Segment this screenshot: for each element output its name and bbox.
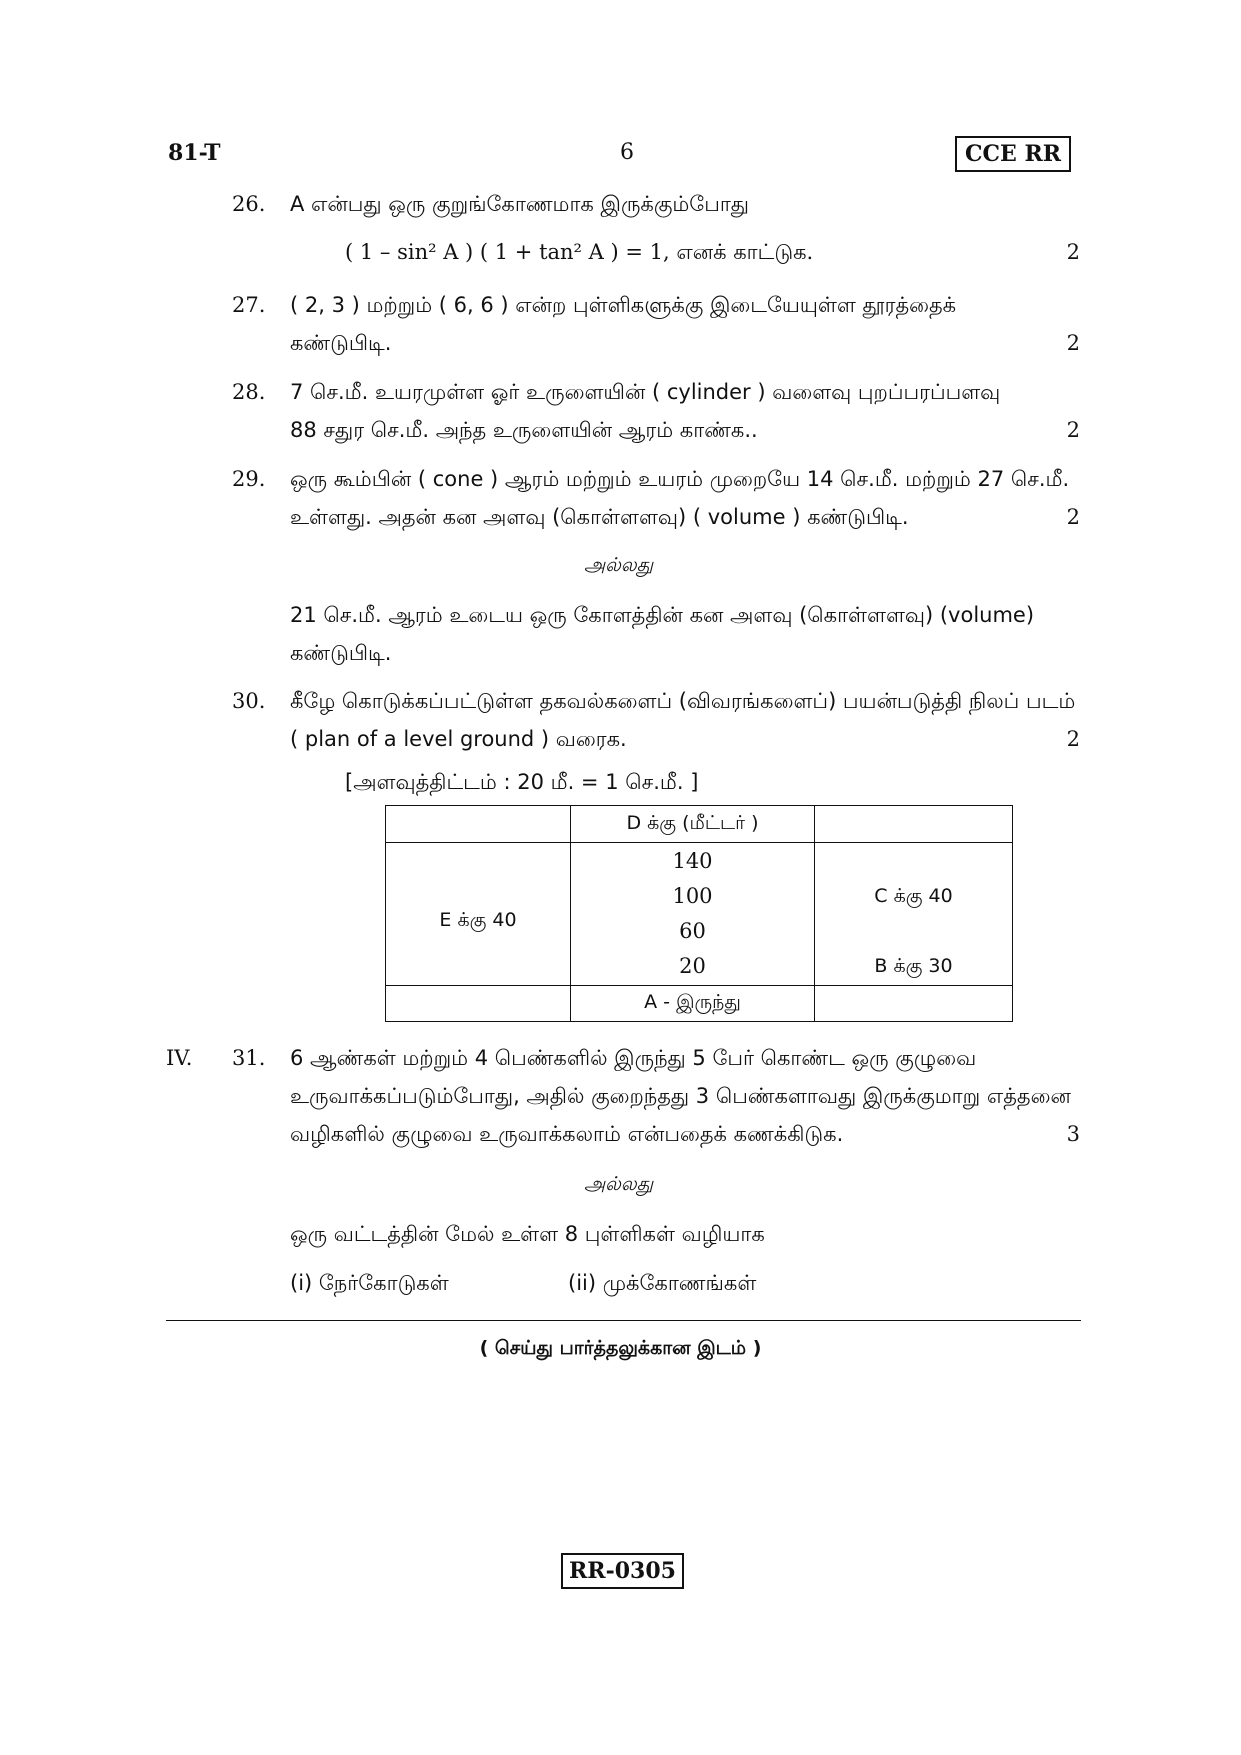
- q26-equation: ( 1 – sin² A ) ( 1 + tan² A ) = 1, எனக் காட்டுக.: [345, 240, 814, 264]
- q31-number: 31.: [232, 1046, 266, 1070]
- q31-line2: உருவாக்கப்படும்போது, அதில் குறைந்தது 3 பெண்களாவது இருக்குமாறு எத்தனை: [290, 1084, 1071, 1108]
- q31-line3: வழிகளில் குழுவை உருவாக்கலாம் என்பதைக் கணக்கிடுக.: [290, 1122, 844, 1146]
- scale-note: [அளவுத்திட்டம் : 20 மீ. = 1 செ.மீ. ]: [345, 770, 699, 794]
- chainage-60: 60: [679, 919, 706, 943]
- rough-work-label: ( செய்து பார்த்தலுக்கான இடம் ): [479, 1337, 762, 1359]
- q31-alt-opt1: (i) நேர்கோடுகள்: [290, 1271, 449, 1295]
- q29-alt-line2: கண்டுபிடி.: [290, 641, 392, 665]
- q29-line1: ஒரு கூம்பின் ( cone ) ஆரம் மற்றும் உயரம் முறையே 14 செ.மீ. மற்றும் 27 செ.மீ.: [290, 467, 1070, 491]
- q26-number: 26.: [232, 192, 266, 216]
- plan-header-right: [815, 806, 1013, 843]
- paper-code: 81-T: [168, 140, 221, 166]
- plan-chainage: [571, 843, 815, 986]
- plan-right-offsets: [815, 843, 1013, 986]
- divider: [166, 1320, 1081, 1321]
- q27-marks: 2: [1066, 331, 1080, 355]
- chainage-20: 20: [679, 954, 706, 978]
- q31-line1: 6 ஆண்கள் மற்றும் 4 பெண்களில் இருந்து 5 பேர் கொண்ட ஒரு குழுவை: [290, 1046, 977, 1070]
- chainage-140: 140: [672, 849, 713, 873]
- q28-line1: 7 செ.மீ. உயரமுள்ள ஓர் உருளையின் ( cylinder ) வளைவு புறப்பரப்பளவு: [290, 380, 1001, 404]
- q30-line2: ( plan of a level ground ) வரைக.: [290, 727, 627, 751]
- q31-alt-opt2: (ii) முக்கோணங்கள்: [568, 1271, 757, 1295]
- footer-code: RR-0305: [561, 1553, 684, 1589]
- q27-line2: கண்டுபிடி.: [290, 331, 392, 355]
- q29-alt-line1: 21 செ.மீ. ஆரம் உடைய ஒரு கோளத்தின் கன அளவு (கொள்ளளவு) (volume): [290, 603, 1035, 627]
- chainage-100: 100: [672, 884, 713, 908]
- page-number: 6: [620, 140, 634, 165]
- q27-number: 27.: [232, 293, 266, 317]
- q30-number: 30.: [232, 689, 266, 713]
- plan-left-offset: E க்கு 40: [386, 843, 571, 986]
- q27-line1: ( 2, 3 ) மற்றும் ( 6, 6 ) என்ற புள்ளிகளுக்கு இடையேயுள்ள தூரத்தைக்: [290, 293, 957, 317]
- q30-line1: கீழே கொடுக்கப்பட்டுள்ள தகவல்களைப் (விவரங்களைப்) பயன்படுத்தி நிலப் படம்: [290, 689, 1076, 713]
- plan-footer-right: [815, 986, 1013, 1022]
- plan-footer-left: [386, 986, 571, 1022]
- plan-table: [385, 805, 1013, 1022]
- section-number: IV.: [166, 1046, 193, 1070]
- plan-header: D க்கு (மீட்டர் ): [571, 806, 815, 843]
- exam-badge: CCE RR: [955, 136, 1071, 172]
- or-label-1: அல்லது: [584, 554, 654, 576]
- plan-footer: A - இருந்து: [571, 986, 815, 1022]
- q31-alt-text: ஒரு வட்டத்தின் மேல் உள்ள 8 புள்ளிகள் வழியாக: [290, 1222, 765, 1246]
- plan-header-left: [386, 806, 571, 843]
- q28-line2: 88 சதுர செ.மீ. அந்த உருளையின் ஆரம் காண்க..: [290, 418, 758, 442]
- q26-marks: 2: [1066, 240, 1080, 264]
- q29-line2: உள்ளது. அதன் கன அளவு (கொள்ளளவு) ( volume ) கண்டுபிடி.: [290, 505, 909, 529]
- q26-line1: A என்பது ஒரு குறுங்கோணமாக இருக்கும்போது: [290, 192, 750, 216]
- q29-number: 29.: [232, 467, 266, 491]
- q28-marks: 2: [1066, 418, 1080, 442]
- plan-right-bottom: B க்கு 30: [874, 955, 953, 977]
- q31-marks: 3: [1066, 1122, 1080, 1146]
- q29-marks: 2: [1066, 505, 1080, 529]
- q28-number: 28.: [232, 380, 266, 404]
- q30-marks: 2: [1066, 727, 1080, 751]
- plan-right-top: C க்கு 40: [874, 885, 953, 907]
- or-label-2: அல்லது: [584, 1173, 654, 1195]
